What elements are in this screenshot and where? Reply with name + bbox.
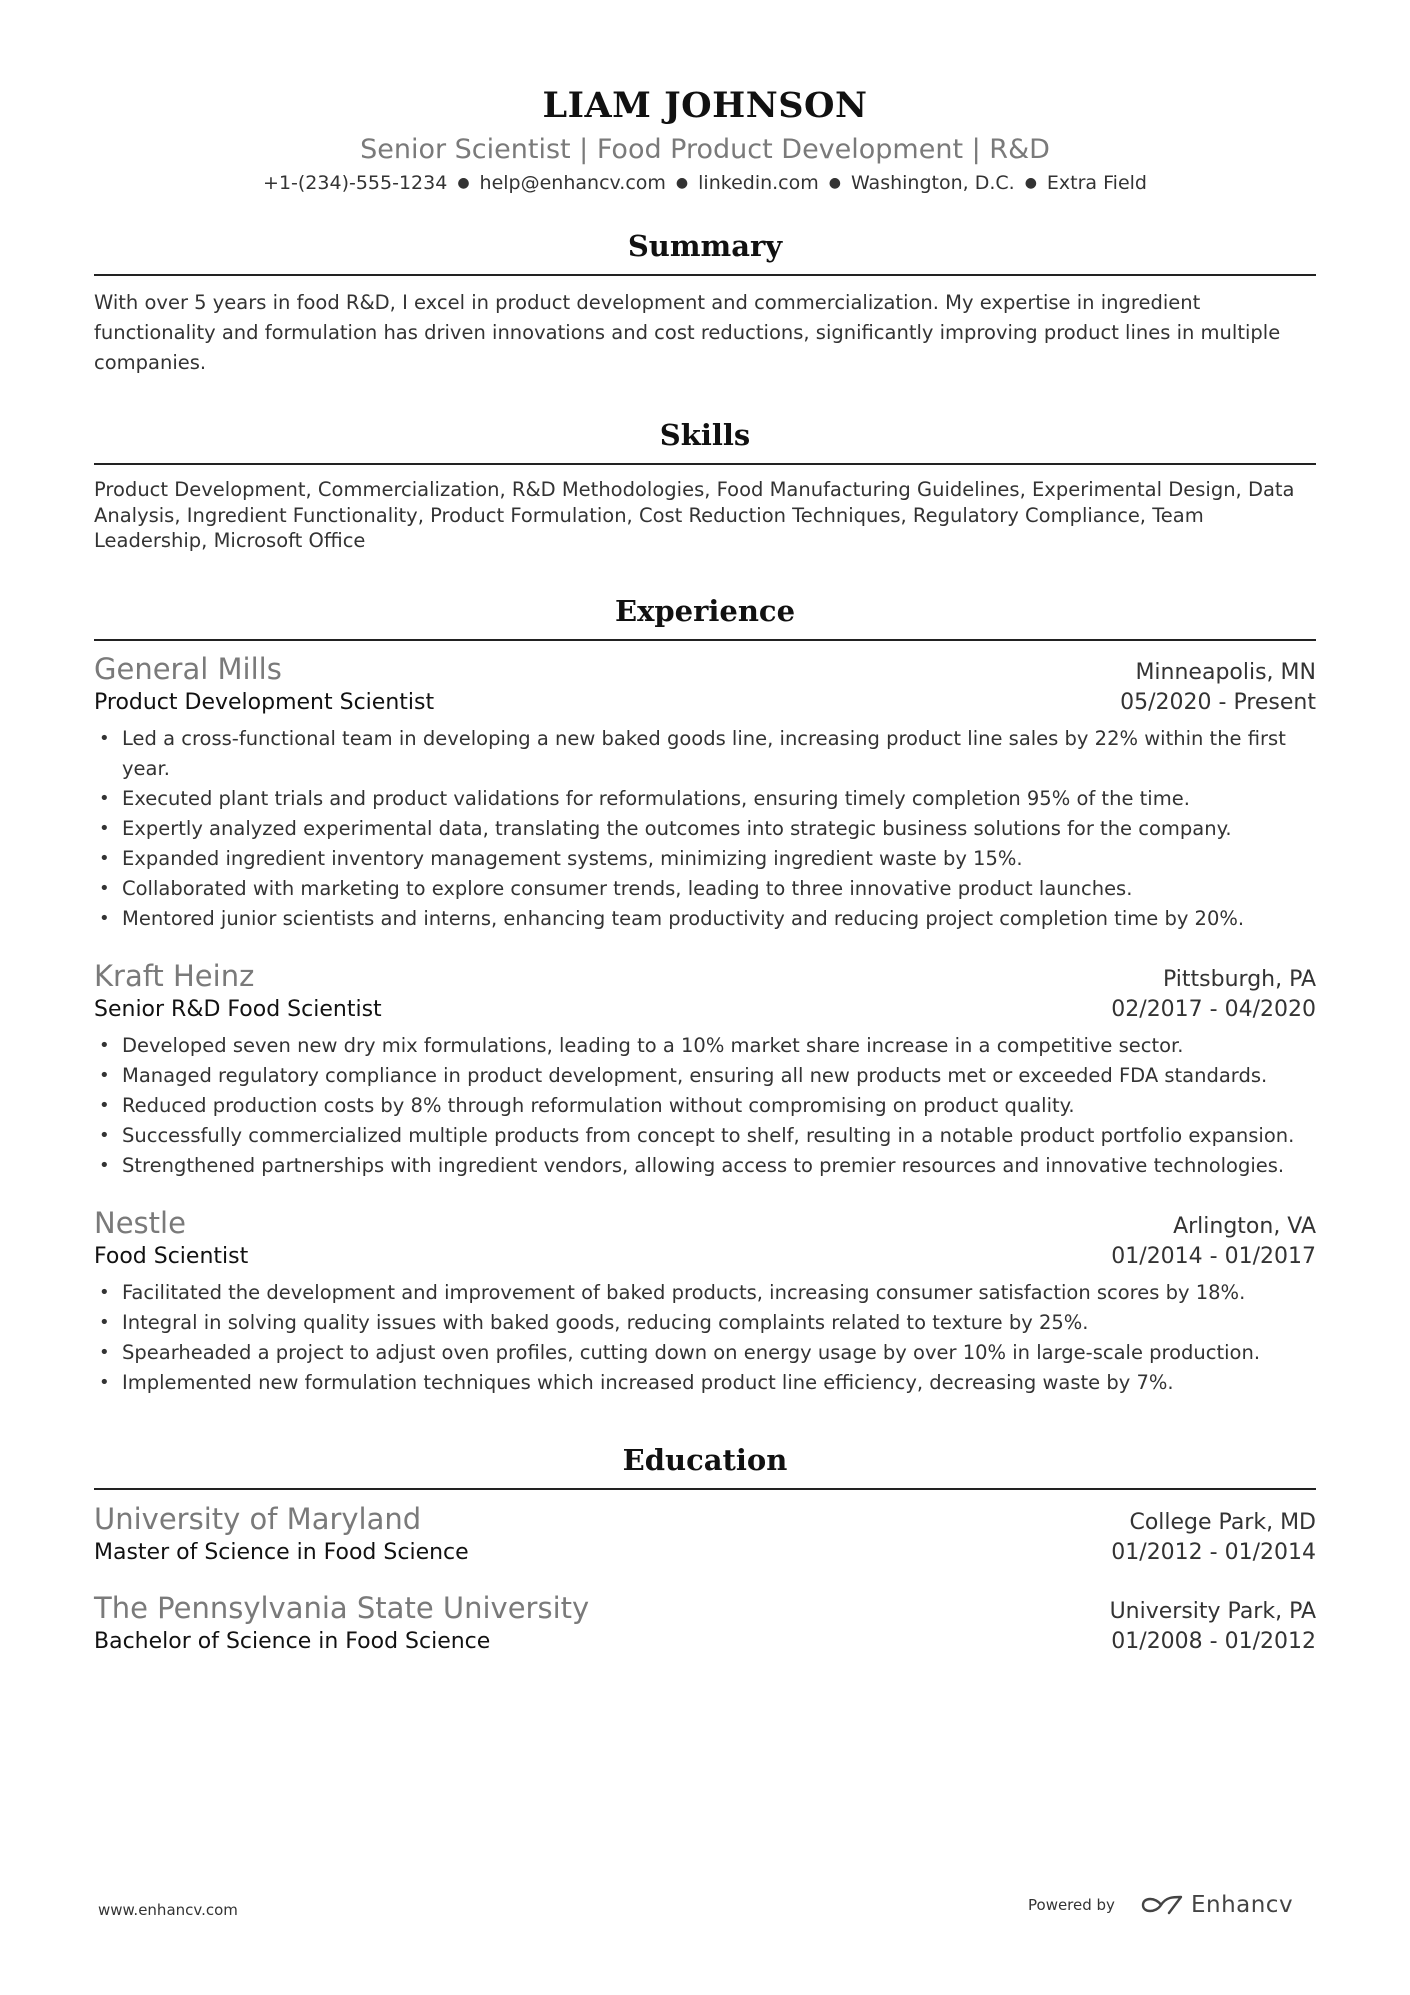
- education-dates: 01/2012 - 01/2014: [1111, 1540, 1316, 1565]
- bullet-item: • Successfully commercialized multiple products from concept to shelf, resulting in a notable product portfolio expansion.: [94, 1121, 1316, 1151]
- job-location: Minneapolis, MN: [1135, 660, 1316, 685]
- bullet-item: • Executed plant trials and product validations for reformulations, ensuring timely completion 95% of the time.: [94, 784, 1316, 814]
- summary-text: With over 5 years in food R&D, I excel in product development and commercialization. My expertise in ingredient functionality and formulation has driven innovations and cost reductions, significantly improving product lines in multiple companies.: [94, 291, 1281, 374]
- enhancv-logo-icon: [1139, 1893, 1185, 1917]
- bullet-item: • Strengthened partnerships with ingredient vendors, allowing access to premier resources and innovative technologies.: [94, 1151, 1316, 1181]
- brand-name: Enhancv: [1190, 1892, 1294, 1918]
- school-name: The Pennsylvania State University: [94, 1591, 590, 1625]
- skills-section: [94, 415, 1316, 554]
- education-entry: [94, 1589, 1316, 1657]
- candidate-name: LIAM JOHNSON: [542, 85, 868, 126]
- footer-website-link[interactable]: www.enhancv.com: [98, 1901, 238, 1919]
- bullet-separator: ●: [675, 175, 689, 191]
- company-name: General Mills: [94, 652, 282, 686]
- job-bullets: [94, 724, 1316, 934]
- contact-line: [94, 170, 1316, 198]
- bullet-item: • Led a cross-functional team in developing a new baked goods line, increasing product line sales by 22% within the first year.: [94, 724, 1316, 784]
- bullet-item: • Integral in solving quality issues with baked goods, reducing complaints related to texture by 25%.: [94, 1308, 1316, 1338]
- degree: Bachelor of Science in Food Science: [94, 1629, 491, 1654]
- company-name: Kraft Heinz: [94, 959, 255, 993]
- bullet-separator: ●: [457, 175, 470, 191]
- job-dates: 02/2017 - 04/2020: [1111, 997, 1316, 1022]
- section-divider: [94, 463, 1316, 465]
- bullet-item: • Expanded ingredient inventory management systems, minimizing ingredient waste by 15%.: [94, 844, 1316, 874]
- contact-location: Washington, D.C.: [850, 172, 1015, 194]
- experience-title: Experience: [614, 594, 796, 628]
- bullet-item: • Facilitated the development and improvement of baked products, increasing consumer satisfaction scores by 18%.: [94, 1278, 1316, 1308]
- bullet-item: • Developed seven new dry mix formulations, leading to a 10% market share increase in a competitive sector.: [94, 1031, 1316, 1061]
- school-location: University Park, PA: [1109, 1599, 1316, 1624]
- company-name: Nestle: [94, 1206, 186, 1240]
- bullet-item: • Expertly analyzed experimental data, translating the outcomes into strategic business solutions for the company.: [94, 814, 1316, 844]
- summary-section: [94, 226, 1316, 378]
- candidate-headline: Senior Scientist | Food Product Development | R&D: [360, 134, 1050, 165]
- school-location: College Park, MD: [1129, 1510, 1316, 1535]
- education-entry: [94, 1500, 1316, 1568]
- skills-text: Product Development, Commercialization, R&D Methodologies, Food Manufacturing Guidelines, Experimental Design, Data Analysis, Ingredient Functionality, Product Formulation, Cost Reduction Techniques, Regulatory Compliance, Team Leadership, Microsoft Office: [94, 478, 1295, 552]
- enhancv-brand-link[interactable]: [1139, 1892, 1293, 1918]
- footer-branding: [1028, 1892, 1293, 1918]
- school-name: University of Maryland: [94, 1502, 422, 1536]
- education-dates: 01/2008 - 01/2012: [1111, 1629, 1316, 1654]
- powered-by-label: Powered by: [1028, 1896, 1115, 1914]
- degree: Master of Science in Food Science: [94, 1540, 469, 1565]
- contact-email: help@enhancv.com: [479, 172, 666, 194]
- experience-section: [94, 591, 1316, 641]
- skills-title: Skills: [659, 418, 751, 452]
- contact-extra-field: Extra Field: [1046, 172, 1147, 194]
- contact-phone: +1-(234)-555-1234: [263, 172, 448, 194]
- resume-header: [94, 82, 1316, 198]
- summary-title: Summary: [627, 229, 783, 263]
- job-bullets: [94, 1278, 1316, 1398]
- job-title: Product Development Scientist: [94, 690, 435, 715]
- job-dates: 05/2020 - Present: [1120, 690, 1316, 715]
- bullet-separator: ●: [828, 175, 841, 191]
- section-divider: [94, 274, 1316, 276]
- experience-entry: [94, 650, 1316, 934]
- section-divider: [94, 639, 1316, 641]
- bullet-item: • Spearheaded a project to adjust oven profiles, cutting down on energy usage by over 10% in large-scale production.: [94, 1338, 1316, 1368]
- bullet-item: • Mentored junior scientists and interns, enhancing team productivity and reducing project completion time by 20%.: [94, 904, 1316, 934]
- section-divider: [94, 1488, 1316, 1490]
- job-location: Pittsburgh, PA: [1163, 967, 1316, 992]
- job-title: Food Scientist: [94, 1244, 249, 1269]
- education-title: Education: [622, 1443, 788, 1477]
- experience-entry: [94, 957, 1316, 1181]
- job-dates: 01/2014 - 01/2017: [1111, 1244, 1316, 1269]
- job-title: Senior R&D Food Scientist: [94, 997, 382, 1022]
- bullet-separator: ●: [1024, 175, 1037, 191]
- education-section: [94, 1440, 1316, 1490]
- bullet-item: • Collaborated with marketing to explore consumer trends, leading to three innovative product launches.: [94, 874, 1316, 904]
- contact-linkedin: linkedin.com: [698, 172, 819, 194]
- experience-entry: [94, 1204, 1316, 1398]
- bullet-item: • Implemented new formulation techniques which increased product line efficiency, decreasing waste by 7%.: [94, 1368, 1316, 1398]
- bullet-item: • Managed regulatory compliance in product development, ensuring all new products met or exceeded FDA standards.: [94, 1061, 1316, 1091]
- job-bullets: [94, 1031, 1316, 1181]
- job-location: Arlington, VA: [1173, 1214, 1316, 1239]
- bullet-item: • Reduced production costs by 8% through reformulation without compromising on product quality.: [94, 1091, 1316, 1121]
